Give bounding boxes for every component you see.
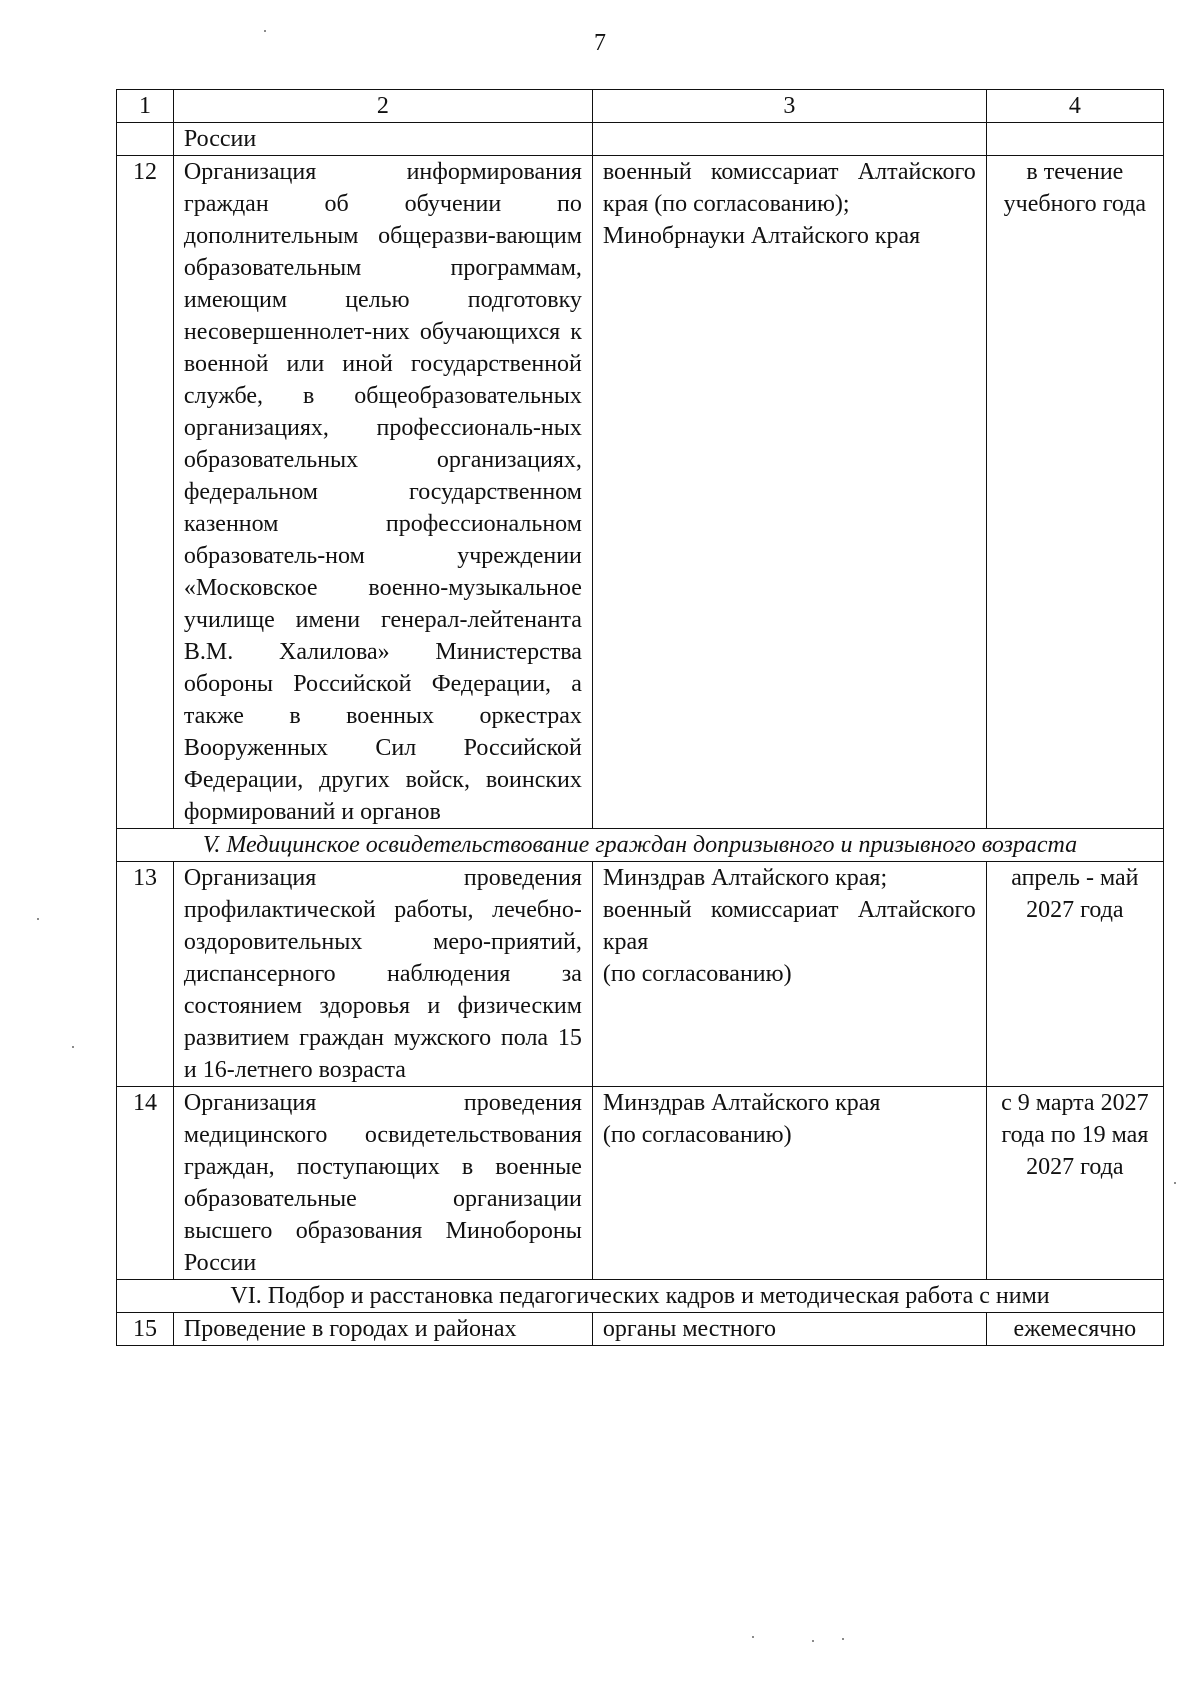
responsible-line: военный комиссариат Алтайского края (по согласованию); xyxy=(602,159,976,217)
column-header: 2 xyxy=(173,90,592,123)
measure-cell: Организация проведения профилактической работы, лечебно-оздоровительных меро-приятий, диспансерного наблюдения за состоянием здоровья и физическим развитием граждан мужского пола 15 и 16-летнего возраста xyxy=(173,862,592,1087)
deadline-cell xyxy=(986,123,1163,156)
measure-cell: России xyxy=(173,123,592,156)
responsible-cell xyxy=(592,123,986,156)
section-row xyxy=(117,1280,1164,1313)
responsible-cell: органы местного xyxy=(592,1313,986,1346)
section-heading: V. Медицинское освидетельствование граждан допризывного и призывного возраста xyxy=(117,829,1164,862)
responsible-line: военный комиссариат Алтайского края xyxy=(602,897,976,955)
plan-table xyxy=(116,89,1164,1346)
responsible-cell xyxy=(592,156,986,829)
table-row xyxy=(117,1087,1164,1280)
responsible-line: (по согласованию) xyxy=(602,1122,792,1148)
deadline-cell: ежемесячно xyxy=(986,1313,1163,1346)
responsible-line: Минздрав Алтайского края xyxy=(602,1090,881,1116)
table-row xyxy=(117,1313,1164,1346)
column-header: 1 xyxy=(117,90,174,123)
measure-cell: Организация информирования граждан об обучении по дополнительным общеразви-вающим образовательным программам, имеющим целью подготовку несовершеннолет-них обучающихся к военной или иной государственной службе, в общеобразовательных организациях, профессиональ-ных образовательных организациях, федеральном государственном казенном профессиональном образователь-ном учреждении «Московское военно-музыкальное училище имени генерал-лейтенанта В.М. Халилова» Министерства обороны Российской Федерации, а также в военных оркестрах Вооруженных Сил Российской Федерации, других войск, воинских формирований и органов xyxy=(173,156,592,829)
section-row xyxy=(117,829,1164,862)
column-header: 3 xyxy=(592,90,986,123)
responsible-line: Минздрав Алтайского края; xyxy=(602,865,888,891)
deadline-cell: апрель - май 2027 года xyxy=(986,862,1163,1087)
column-header: 4 xyxy=(986,90,1163,123)
deadline-cell: в течение учебного года xyxy=(986,156,1163,829)
scan-speck xyxy=(37,918,39,920)
responsible-line: (по согласованию) xyxy=(602,961,792,987)
responsible-line: Минобрнауки Алтайского края xyxy=(602,223,921,249)
row-number: 13 xyxy=(117,862,174,1087)
table-row xyxy=(117,123,1164,156)
row-number: 14 xyxy=(117,1087,174,1280)
row-number: 12 xyxy=(117,156,174,829)
page-number: 7 xyxy=(594,30,606,56)
responsible-cell xyxy=(592,862,986,1087)
table-row xyxy=(117,156,1164,829)
scan-speck xyxy=(752,1636,754,1638)
measure-cell: Организация проведения медицинского освидетельствования граждан, поступающих в военные образовательные организации высшего образования Минобороны России xyxy=(173,1087,592,1280)
scan-speck xyxy=(842,1638,844,1640)
scan-speck xyxy=(72,1046,74,1048)
measure-cell: Проведение в городах и районах xyxy=(173,1313,592,1346)
row-number: 15 xyxy=(117,1313,174,1346)
table-header-row xyxy=(117,90,1164,123)
row-number xyxy=(117,123,174,156)
table-row xyxy=(117,862,1164,1087)
responsible-cell xyxy=(592,1087,986,1280)
deadline-cell: с 9 марта 2027 года по 19 мая 2027 года xyxy=(986,1087,1163,1280)
scan-speck xyxy=(812,1640,814,1642)
scan-speck xyxy=(264,30,266,32)
scan-speck xyxy=(1174,1182,1176,1184)
section-heading: VI. Подбор и расстановка педагогических кадров и методическая работа с ними xyxy=(117,1280,1164,1313)
